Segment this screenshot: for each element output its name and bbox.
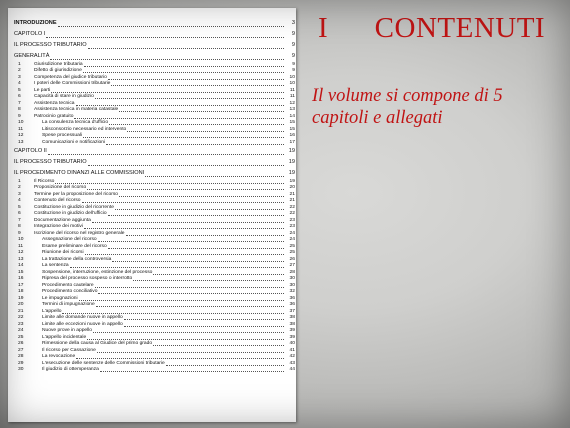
toc-dot-leader	[50, 58, 284, 60]
toc-entry-number: 6	[18, 94, 21, 100]
toc-entry-number: 29	[18, 360, 24, 366]
toc-page-number: 40	[289, 341, 295, 347]
toc-entry-title: Limite alle eccezioni nuove in appello	[42, 321, 123, 327]
toc-page-number: 11	[289, 87, 295, 93]
toc-entry-row	[14, 367, 296, 374]
toc-page-number: 12	[289, 100, 295, 106]
toc-page-number: 3	[291, 19, 295, 26]
toc-dot-leader	[95, 97, 284, 99]
toc-page-number: 22	[289, 211, 295, 217]
toc-entry-title: L'appello incidentale	[42, 334, 87, 340]
toc-page-number: 21	[289, 191, 295, 197]
toc-entry-title: INTRODUZIONE	[14, 19, 57, 26]
toc-entry-title: Assegnazione del ricorso	[42, 237, 97, 243]
toc-entry-number: 8	[18, 107, 21, 113]
toc-dot-leader	[124, 325, 284, 327]
toc-dot-leader	[111, 84, 284, 86]
slide-heading: I CONTENUTI	[318, 12, 546, 44]
toc-entry-title: I poteri delle Commissioni tributarie	[34, 81, 111, 87]
toc-entry-number: 16	[18, 276, 24, 282]
toc-dot-leader	[112, 260, 284, 262]
toc-dot-leader	[76, 104, 284, 106]
toc-entry-title: GENERALITÀ	[14, 52, 50, 59]
toc-page-number: 23	[289, 217, 295, 223]
toc-entry-number: 10	[18, 237, 24, 243]
toc-page-number: 24	[289, 230, 295, 236]
toc-entry-number: 30	[18, 367, 24, 373]
toc-dot-leader	[79, 299, 284, 301]
toc-page-number: 36	[289, 295, 295, 301]
toc-dot-leader	[97, 351, 284, 353]
toc-entry-number: 18	[18, 289, 24, 295]
toc-entry-title: IL PROCEDIMENTO DINANZI ALLE COMMISSIONI	[14, 169, 145, 176]
toc-dot-leader	[51, 91, 284, 93]
toc-dot-leader	[82, 201, 285, 203]
toc-dot-leader	[88, 47, 284, 49]
toc-page-number: 24	[289, 237, 295, 243]
toc-entry-title: Il giudizio di ottemperanza	[42, 367, 99, 373]
toc-entry-number: 11	[18, 243, 24, 249]
toc-dot-leader	[166, 364, 284, 366]
toc-page-number: 15	[289, 120, 295, 126]
toc-dot-leader	[48, 153, 284, 155]
toc-dot-leader	[84, 227, 284, 229]
toc-entry-title: Iscrizione del ricorso nel registro generale	[34, 230, 125, 236]
toc-dot-leader	[106, 143, 284, 145]
toc-entry-title: La trattazione della controversia	[42, 256, 112, 262]
toc-entry-title: Costituzione in giudizio del ricorrente	[34, 204, 114, 210]
toc-entry-title: CAPITOLO I	[14, 30, 46, 37]
toc-dot-leader	[153, 273, 284, 275]
toc-entry-title: Termine per la proposizione del ricorso	[34, 191, 118, 197]
toc-dot-leader	[74, 117, 284, 119]
toc-page-number: 32	[289, 289, 295, 295]
toc-entry-number: 22	[18, 315, 24, 321]
toc-page-number: 16	[289, 133, 295, 139]
toc-page-number: 9	[291, 41, 295, 48]
toc-page-number: 27	[289, 263, 295, 269]
toc-dot-leader	[87, 338, 284, 340]
toc-entry-title: Comunicazioni e notificazioni	[42, 139, 106, 145]
toc-dot-leader	[109, 123, 284, 125]
toc-entry-number: 2	[18, 68, 21, 74]
table-of-contents	[14, 18, 296, 374]
toc-entry-number: 20	[18, 302, 24, 308]
toc-dot-leader	[87, 188, 284, 190]
toc-heading-row	[14, 146, 296, 157]
toc-entry-number: 27	[18, 347, 24, 353]
toc-page-number: 19	[288, 158, 295, 165]
toc-page-number: 30	[289, 276, 295, 282]
toc-entry-number: 14	[18, 263, 24, 269]
toc-entry-number: 8	[18, 224, 21, 230]
toc-entry-title: Nuove prove in appello	[42, 328, 93, 334]
toc-entry-number: 2	[18, 185, 21, 191]
toc-page-number: 15	[289, 126, 295, 132]
toc-entry-title: Assistenza tecnica in materia catastale	[34, 107, 119, 113]
toc-dot-leader	[115, 208, 284, 210]
toc-page-number: 20	[289, 185, 295, 191]
toc-entry-title: Procedimento cautelare	[42, 282, 94, 288]
toc-entry-title: Litisconsorzio necessario ed intervento	[42, 126, 127, 132]
toc-entry-number: 1	[18, 178, 21, 184]
toc-dot-leader	[153, 344, 284, 346]
toc-dot-leader	[127, 130, 284, 132]
toc-dot-leader	[119, 195, 284, 197]
toc-entry-number: 19	[18, 295, 24, 301]
toc-entry-number: 25	[18, 334, 24, 340]
toc-page-number: 19	[289, 178, 295, 184]
toc-document	[8, 8, 296, 422]
toc-entry-title: Capacità di stare in giudizio	[34, 94, 94, 100]
toc-entry-title: Procedimento conciliativo	[42, 289, 98, 295]
toc-page-number: 19	[288, 169, 295, 176]
toc-entry-title: Riunione dei ricorsi	[42, 250, 84, 256]
toc-entry-number: 3	[18, 191, 21, 197]
toc-entry-number: 9	[18, 113, 21, 119]
toc-entry-number: 24	[18, 328, 24, 334]
toc-entry-number: 21	[18, 308, 24, 314]
toc-entry-title: L'esecuzione delle sentenze delle Commissioni tributarie	[42, 360, 165, 366]
toc-entry-title: Competenza del giudice tributario	[34, 74, 107, 80]
toc-entry-number: 15	[18, 269, 24, 275]
toc-entry-number: 13	[18, 139, 24, 145]
toc-page-number: 26	[289, 256, 295, 262]
toc-dot-leader	[58, 25, 284, 27]
toc-entry-title: Sospensione, interruzione, estinzione del processo	[42, 269, 153, 275]
toc-dot-leader	[84, 65, 284, 67]
toc-page-number: 9	[292, 61, 295, 67]
toc-entry-title: La sentenza	[42, 263, 69, 269]
toc-page-number: 43	[289, 360, 295, 366]
toc-entry-title: Documentazione aggiunta	[34, 217, 91, 223]
toc-page-number: 10	[289, 74, 295, 80]
toc-entry-title: Spese processuali	[42, 133, 82, 139]
toc-entry-number: 4	[18, 81, 21, 87]
toc-heading-row	[14, 168, 296, 179]
toc-dot-leader	[93, 331, 284, 333]
toc-entry-title: Esame preliminare del ricorso	[42, 243, 107, 249]
toc-dot-leader	[46, 36, 284, 38]
toc-entry-title: IL PROCESSO TRIBUTARIO	[14, 41, 87, 48]
toc-page-number: 13	[289, 107, 295, 113]
toc-heading-row	[14, 51, 296, 62]
toc-entry-number: 3	[18, 74, 21, 80]
toc-entry-title: Ripresa del processo sospeso o interrotto	[42, 276, 133, 282]
toc-entry-number: 12	[18, 133, 24, 139]
toc-entry-number: 4	[18, 198, 21, 204]
toc-page-number: 41	[289, 347, 295, 353]
toc-entry-number: 7	[18, 217, 21, 223]
toc-dot-leader	[95, 286, 284, 288]
toc-entry-number: 12	[18, 250, 24, 256]
toc-dot-leader	[126, 234, 284, 236]
toc-dot-leader	[70, 266, 284, 268]
toc-entry-title: L'appello	[42, 308, 62, 314]
toc-entry-title: Proposizione del ricorso	[34, 185, 87, 191]
toc-dot-leader	[76, 357, 284, 359]
toc-dot-leader	[100, 370, 284, 372]
toc-page-number: 14	[289, 113, 295, 119]
toc-entry-title: Difetto di giurisdizione	[34, 68, 82, 74]
toc-entry-number: 28	[18, 354, 24, 360]
toc-page-number: 36	[289, 302, 295, 308]
toc-entry-title: La consulenza tecnica d'ufficio	[42, 120, 109, 126]
toc-entry-number: 10	[18, 120, 24, 126]
toc-entry-title: CAPITOLO II	[14, 148, 47, 155]
toc-entry-title: Rimessione della causa al Giudice del primo grado	[42, 341, 153, 347]
toc-page-number: 9	[291, 30, 295, 37]
toc-page-number: 9	[291, 52, 295, 59]
toc-page-number: 39	[289, 334, 295, 340]
toc-entry-number: 1	[18, 61, 21, 67]
toc-entry-number: 6	[18, 211, 21, 217]
toc-entry-title: Giurisdizione tributaria	[34, 61, 83, 67]
toc-entry-number: 5	[18, 87, 21, 93]
toc-entry-number: 11	[18, 126, 24, 132]
toc-page-number: 17	[289, 139, 295, 145]
toc-heading-row	[14, 29, 296, 40]
toc-dot-leader	[55, 182, 284, 184]
toc-entry-number: 26	[18, 341, 24, 347]
toc-entry-title: Patrocinio gratuito	[34, 113, 74, 119]
toc-entry-number: 5	[18, 204, 21, 210]
toc-entry-title: Termini di impugnazione	[42, 302, 95, 308]
toc-entry-title: Il ricorso per Cassazione	[42, 347, 96, 353]
toc-entry-number: 13	[18, 256, 24, 262]
toc-page-number: 28	[289, 269, 295, 275]
toc-page-number: 38	[289, 315, 295, 321]
toc-dot-leader	[124, 318, 284, 320]
toc-dot-leader	[92, 221, 284, 223]
toc-page-number: 23	[289, 224, 295, 230]
toc-entry-title: IL PROCESSO TRIBUTARIO	[14, 158, 87, 165]
slide-subtitle: Il volume si compone di 5 capitoli e allegati	[312, 86, 503, 128]
toc-dot-leader	[108, 78, 284, 80]
toc-dot-leader	[98, 240, 284, 242]
toc-dot-leader	[133, 279, 284, 281]
toc-page-number: 10	[289, 81, 295, 87]
toc-entry-number: 17	[18, 282, 24, 288]
toc-page-number: 39	[289, 328, 295, 334]
toc-page-number: 11	[289, 94, 295, 100]
toc-page-number: 21	[289, 198, 295, 204]
toc-heading-row	[14, 18, 296, 29]
toc-entry-number: 7	[18, 100, 21, 106]
toc-entry-number: 9	[18, 230, 21, 236]
toc-dot-leader	[119, 110, 284, 112]
toc-page-number: 42	[289, 354, 295, 360]
toc-entry-number: 23	[18, 321, 24, 327]
toc-entry-title: Contenuto del ricorso	[34, 198, 81, 204]
toc-page-number: 44	[289, 367, 295, 373]
toc-page-number: 19	[288, 148, 295, 155]
toc-page-number: 37	[289, 308, 295, 314]
toc-heading-row	[14, 157, 296, 168]
toc-entry-title: Le parti	[34, 87, 51, 93]
toc-dot-leader	[83, 71, 284, 73]
toc-dot-leader	[62, 312, 284, 314]
toc-entry-title: Limite alle domande nuove in appello	[42, 315, 123, 321]
toc-dot-leader	[85, 253, 284, 255]
toc-page-number: 22	[289, 204, 295, 210]
toc-entry-title: Integrazione dei motivi	[34, 224, 83, 230]
toc-page-number: 25	[289, 250, 295, 256]
toc-dot-leader	[108, 247, 284, 249]
toc-heading-row	[14, 40, 296, 51]
toc-page-number: 25	[289, 243, 295, 249]
toc-dot-leader	[83, 136, 284, 138]
toc-dot-leader	[96, 305, 284, 307]
toc-dot-leader	[145, 175, 284, 177]
toc-page-number: 30	[289, 282, 295, 288]
toc-entry-title: Le impugnazioni	[42, 295, 78, 301]
toc-entry-title: La revocazione	[42, 354, 76, 360]
toc-page-number: 38	[289, 321, 295, 327]
toc-entry-title: Il Ricorso	[34, 178, 55, 184]
toc-dot-leader	[98, 292, 284, 294]
toc-entry-title: Assistenza tecnica	[34, 100, 75, 106]
toc-page-number: 9	[292, 68, 295, 74]
toc-entry-title: Costituzione in giudizio dell'ufficio	[34, 211, 107, 217]
toc-dot-leader	[88, 164, 284, 166]
toc-dot-leader	[108, 214, 284, 216]
